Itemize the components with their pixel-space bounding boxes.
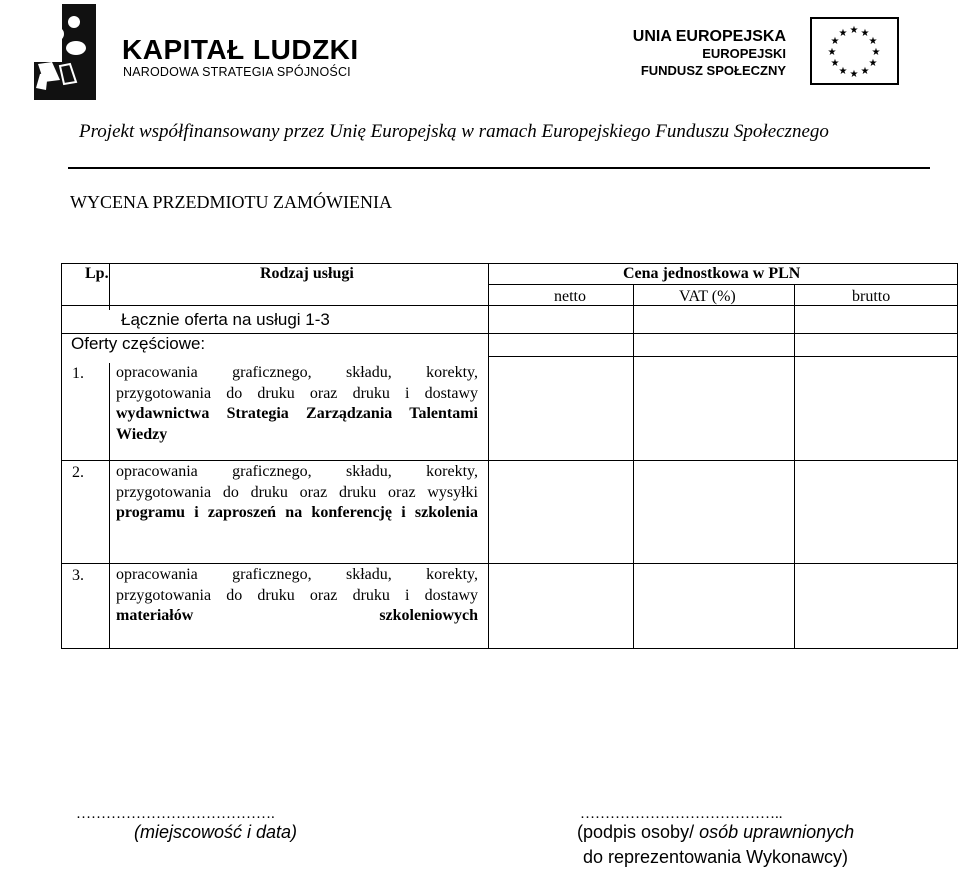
- header-unit-price: Cena jednostkowa w PLN: [623, 265, 801, 282]
- eu-flag-icon: [810, 17, 899, 85]
- item-3-desc-bold: materiałów szkoleniowych: [116, 607, 478, 624]
- signature-label: [577, 822, 854, 843]
- item-2-number: 2.: [72, 464, 84, 481]
- place-date-dotted-line: ………………………………….: [76, 806, 275, 822]
- svg-text:★: ★: [838, 28, 848, 39]
- svg-text:★: ★: [830, 36, 840, 47]
- human-capital-emblem-icon: [30, 2, 130, 102]
- header-lp: Lp.: [85, 265, 109, 282]
- header-divider: [68, 167, 930, 169]
- header-netto: netto: [554, 288, 586, 305]
- eu-stars-icon: [812, 19, 897, 83]
- item-1-desc-bold: wydawnictwa Strategia Zarządzania Talentami Wiedzy: [116, 405, 478, 443]
- svg-text:★: ★: [860, 66, 870, 77]
- document-title: WYCENA PRZEDMIOTU ZAMÓWIENIA: [70, 192, 392, 212]
- header-service-type: Rodzaj usługi: [260, 265, 354, 282]
- svg-text:★: ★: [849, 25, 859, 36]
- eu-line-3: FUNDUSZ SPOŁECZNY: [640, 63, 786, 78]
- svg-text:★: ★: [868, 36, 878, 47]
- place-date-label: (miejscowość i data): [134, 822, 298, 842]
- item-1-number: 1.: [72, 365, 84, 382]
- header-vat: VAT (%): [679, 288, 736, 305]
- signature-label-plain: (podpis osoby/: [577, 822, 695, 842]
- total-offer-label: Łącznie oferta na usługi 1-3: [121, 310, 330, 329]
- item-1-desc-text: opracowania graficznego, składu, korekty, przygotowania do druku oraz druku i dostawy: [116, 364, 478, 402]
- item-2-desc-bold: programu i zaproszeń na konferencję i szkolenia: [116, 504, 478, 521]
- eu-line-2: EUROPEJSKI: [702, 46, 786, 61]
- item-3-description: [116, 565, 478, 627]
- project-cofinancing-line: Projekt współfinansowany przez Unię Europejską w ramach Europejskiego Funduszu Społecznego: [79, 121, 829, 142]
- header-brutto: brutto: [852, 288, 891, 305]
- svg-text:★: ★: [871, 47, 881, 58]
- svg-text:★: ★: [830, 58, 840, 69]
- item-3-number: 3.: [72, 567, 84, 584]
- item-1-description: [116, 363, 478, 445]
- item-2-description: [116, 462, 478, 524]
- partial-offers-label: Oferty częściowe:: [71, 334, 206, 353]
- eu-line-1: UNIA EUROPEJSKA: [632, 28, 786, 45]
- svg-text:★: ★: [838, 66, 848, 77]
- signature-dotted-line: …………………………………..: [580, 806, 783, 822]
- svg-text:★: ★: [868, 58, 878, 69]
- svg-text:★: ★: [827, 47, 837, 58]
- svg-text:★: ★: [849, 69, 859, 80]
- signature-label-line-2: do reprezentowania Wykonawcy): [583, 847, 848, 867]
- item-2-desc-text: opracowania graficznego, składu, korekty, przygotowania do druku oraz druku oraz wysyłki: [116, 463, 478, 501]
- kapital-ludzki-title: KAPITAŁ LUDZKI: [122, 34, 359, 65]
- kapital-ludzki-subtitle: NARODOWA STRATEGIA SPÓJNOŚCI: [123, 65, 351, 79]
- svg-text:★: ★: [860, 28, 870, 39]
- signature-label-italic: osób uprawnionych: [699, 822, 855, 842]
- eu-logo-text: [633, 28, 786, 79]
- item-3-desc-text: opracowania graficznego, składu, korekty, przygotowania do druku oraz druku i dostawy: [116, 566, 478, 604]
- pricing-table: [61, 263, 958, 649]
